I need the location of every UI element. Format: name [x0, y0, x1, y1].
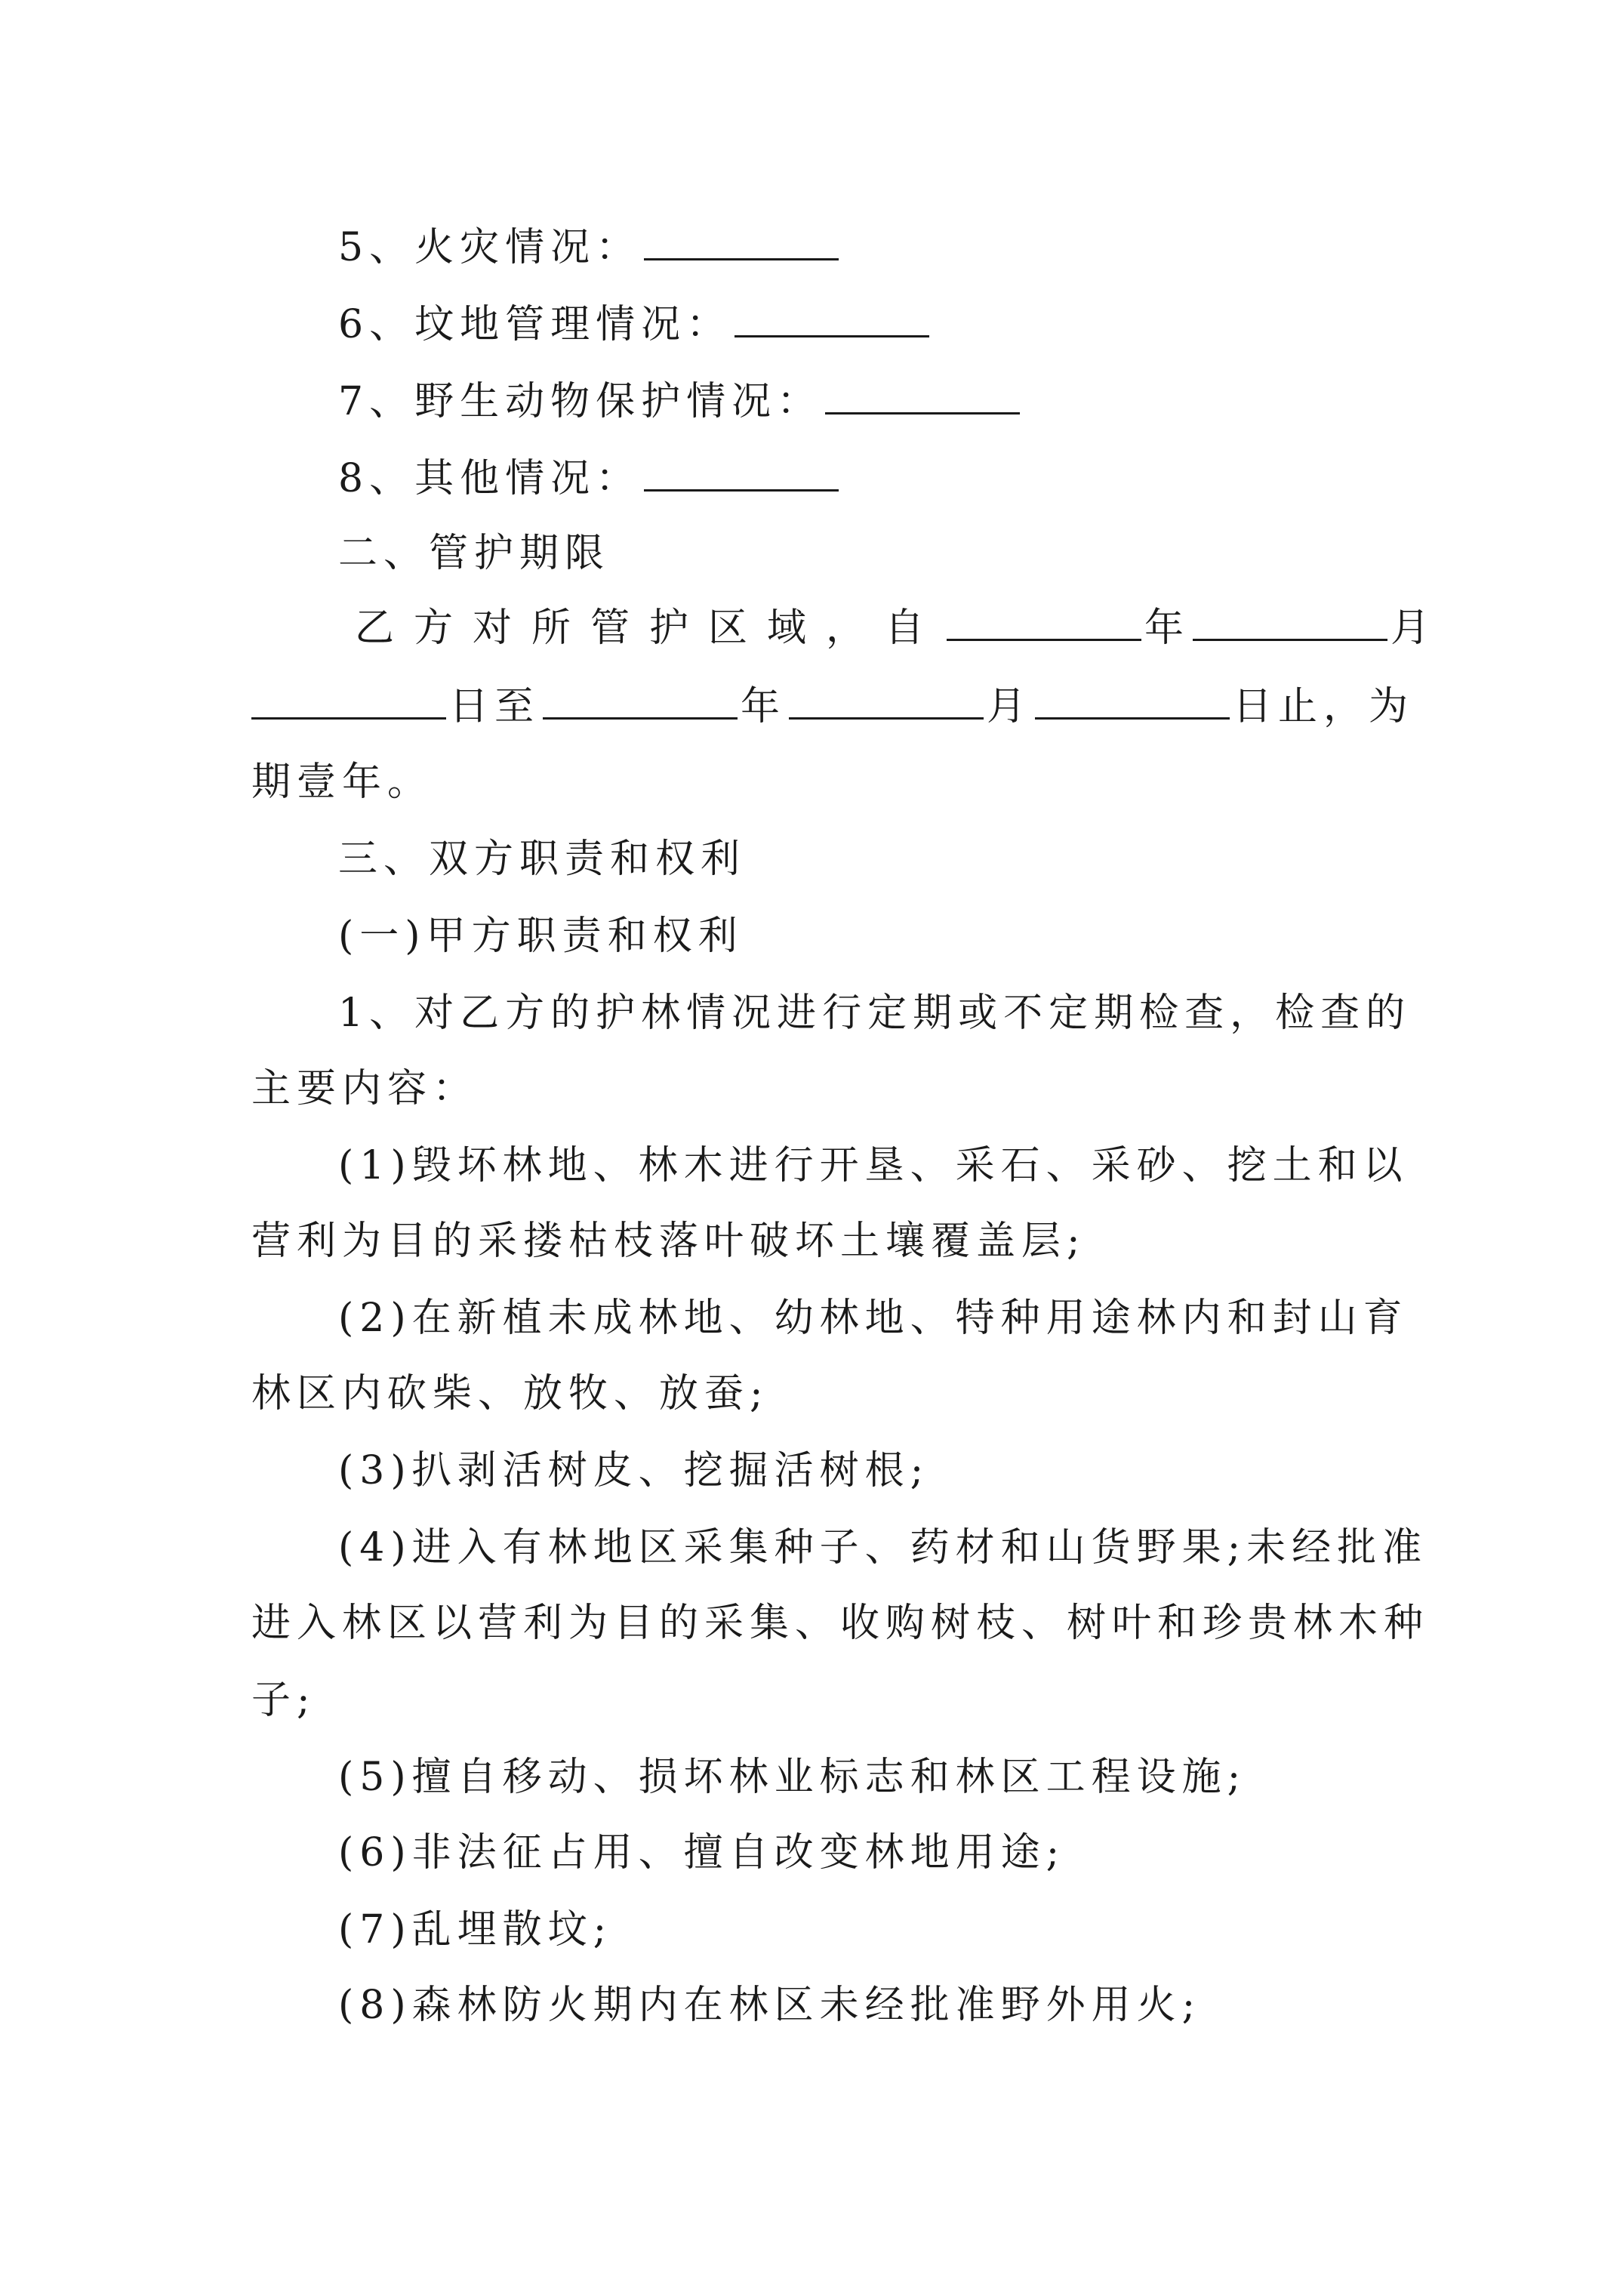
section-heading-duties: 三、双方职责和权利 [338, 837, 747, 882]
list-item-line: (3)扒剥活树皮、挖掘活树根; [338, 1448, 930, 1493]
fill-blank [1193, 609, 1387, 641]
fill-blank [825, 382, 1020, 415]
term-sentence-line-1 [355, 606, 1436, 651]
month-label: 月 [987, 684, 1033, 729]
fill-blank [251, 687, 446, 720]
list-item-line: 林区内砍柴、放牧、放蚕; [251, 1371, 769, 1416]
term-text: 乙方对所管护区域，自 [355, 606, 944, 651]
day-end-label: 日止，为 [1233, 684, 1415, 729]
item-other-situation [338, 456, 842, 501]
year-label: 年 [741, 684, 787, 729]
list-item-line: (6)非法征占用、擅自改变林地用途; [338, 1830, 1066, 1875]
fill-blank [644, 459, 839, 492]
list-item-line: 进入林区以营利为目的采集、收购树枝、树叶和珍贵林木种 [251, 1601, 1430, 1646]
term-sentence-line-2 [251, 684, 1414, 729]
day-to-label: 日至 [449, 684, 540, 729]
subsection-heading-party-a: (一)甲方职责和权利 [338, 914, 744, 959]
fill-blank [644, 228, 839, 260]
list-item-line: (2)在新植未成林地、幼林地、特种用途林内和封山育 [338, 1296, 1409, 1341]
item-grave-management [338, 302, 932, 347]
fill-blank [735, 305, 929, 337]
list-item-line: (4)进入有林地区采集种子、药材和山货野果;未经批准 [338, 1525, 1428, 1570]
item-fire-situation [338, 225, 842, 270]
item-label: 8、其他情况： [338, 456, 642, 501]
item-label: 6、坟地管理情况： [338, 302, 732, 347]
year-label: 年 [1144, 606, 1190, 651]
paragraph-line: 1、对乙方的护林情况进行定期或不定期检查，检查的 [338, 991, 1412, 1036]
list-item-line: (5)擅自移动、损坏林业标志和林区工程设施; [338, 1755, 1247, 1800]
fill-blank [1035, 687, 1230, 720]
fill-blank [947, 609, 1141, 641]
item-label: 5、火灾情况： [338, 225, 642, 270]
paragraph-line: 主要内容： [251, 1066, 479, 1111]
item-wildlife-protection [338, 379, 1023, 424]
list-item-line: (7)乱埋散坟; [338, 1907, 613, 1952]
item-label: 7、野生动物保护情况： [338, 379, 823, 424]
section-heading-term: 二、管护期限 [338, 531, 611, 576]
list-item-line: (8)森林防火期内在林区未经批准野外用火; [338, 1983, 1202, 2028]
fill-blank [543, 687, 738, 720]
fill-blank [789, 687, 984, 720]
month-label: 月 [1390, 606, 1437, 651]
list-item-line: (1)毁坏林地、林木进行开垦、采石、采砂、挖土和以 [338, 1143, 1409, 1188]
list-item-line: 营利为目的采搂枯枝落叶破坏土壤覆盖层; [251, 1219, 1086, 1264]
term-sentence-line-3: 期壹年。 [251, 760, 433, 805]
list-item-line: 子; [251, 1678, 316, 1723]
